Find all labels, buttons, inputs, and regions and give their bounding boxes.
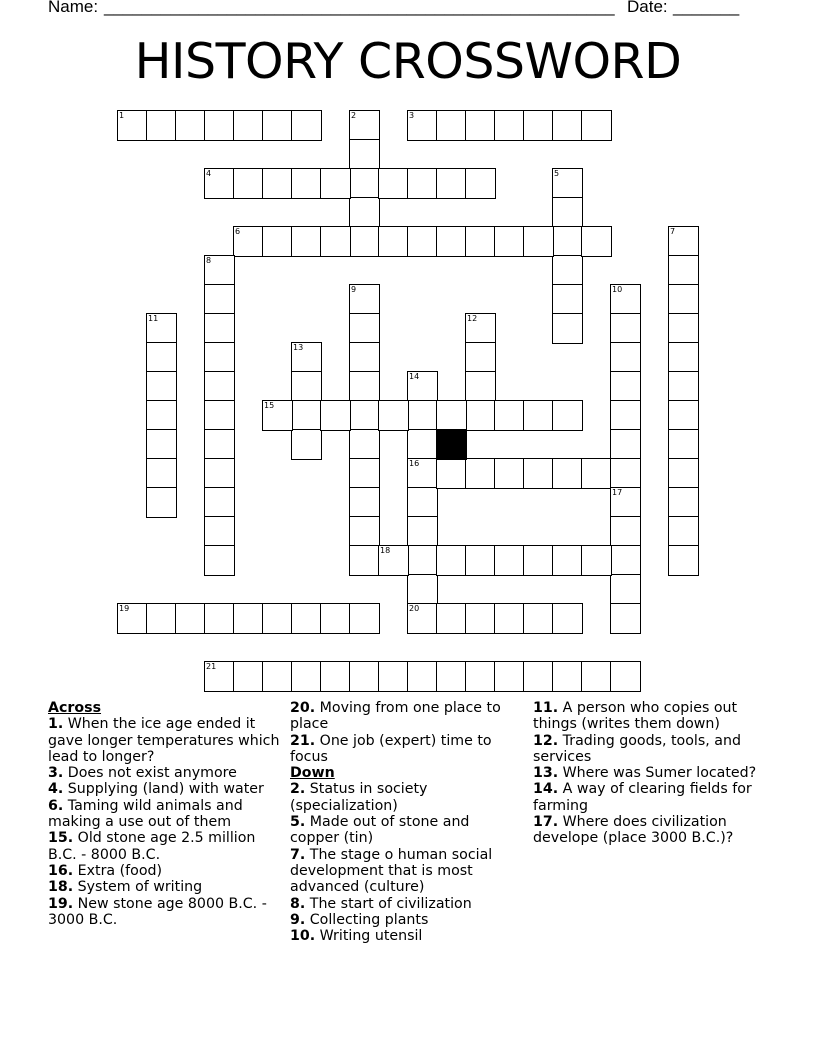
grid-cell[interactable] bbox=[204, 255, 235, 286]
grid-cell[interactable] bbox=[581, 110, 612, 141]
grid-cell[interactable] bbox=[146, 110, 177, 141]
clue-item-number: 21. bbox=[290, 732, 316, 749]
clue-item-number: 10. bbox=[290, 928, 316, 945]
clue-item bbox=[290, 928, 522, 944]
clue-item-text: One job (expert) time to focus bbox=[290, 732, 492, 765]
clue-item-number: 16. bbox=[48, 862, 74, 879]
clue-item bbox=[48, 879, 280, 895]
grid-cell[interactable] bbox=[668, 516, 699, 547]
grid-cell[interactable] bbox=[494, 110, 525, 141]
grid-cell[interactable] bbox=[291, 226, 322, 257]
grid-cell[interactable] bbox=[349, 342, 380, 373]
grid-cell[interactable] bbox=[581, 545, 612, 576]
grid-cell[interactable] bbox=[610, 545, 641, 576]
date-line[interactable]: _______ bbox=[673, 0, 740, 16]
grid-cell[interactable] bbox=[668, 255, 699, 286]
clue-item-text: The stage o human social development that is most advanced (culture) bbox=[290, 846, 493, 896]
clue-column-2 bbox=[290, 700, 522, 944]
grid-cell[interactable] bbox=[523, 661, 554, 692]
grid-cell[interactable] bbox=[349, 603, 380, 634]
clue-item-text: A person who copies out things (writes them down) bbox=[533, 700, 738, 733]
grid-cell[interactable] bbox=[320, 603, 351, 634]
clue-number: 16 bbox=[409, 459, 420, 468]
grid-cell[interactable] bbox=[146, 313, 177, 344]
grid-cell[interactable] bbox=[668, 429, 699, 460]
grid-cell[interactable] bbox=[465, 545, 496, 576]
grid-cell[interactable] bbox=[407, 110, 438, 141]
clue-number: 7 bbox=[670, 227, 676, 236]
grid-cell[interactable] bbox=[552, 168, 583, 199]
grid-cell[interactable] bbox=[291, 168, 322, 199]
grid-cell[interactable] bbox=[494, 603, 525, 634]
clue-number: 18 bbox=[380, 546, 391, 555]
grid-cell[interactable] bbox=[610, 487, 641, 518]
grid-cell[interactable] bbox=[465, 226, 496, 257]
grid-cell[interactable] bbox=[465, 313, 496, 344]
clue-item bbox=[48, 781, 280, 797]
grid-cell[interactable] bbox=[465, 661, 496, 692]
grid-cell[interactable] bbox=[610, 342, 641, 373]
grid-cell[interactable] bbox=[349, 545, 380, 576]
grid-cell[interactable] bbox=[378, 661, 409, 692]
grid-cell[interactable] bbox=[407, 661, 438, 692]
grid-cell[interactable] bbox=[349, 110, 380, 141]
page-title: HISTORY CROSSWORD bbox=[134, 33, 682, 90]
grid-cell[interactable] bbox=[146, 371, 177, 402]
grid-cell[interactable] bbox=[610, 661, 641, 692]
clue-number: 6 bbox=[235, 227, 241, 236]
clue-item-number: 17. bbox=[533, 814, 559, 831]
grid-cell[interactable] bbox=[523, 400, 554, 431]
clue-item-number: 3. bbox=[48, 765, 64, 782]
grid-cell[interactable] bbox=[523, 226, 554, 257]
clue-item-number: 15. bbox=[48, 830, 74, 847]
grid-cell[interactable] bbox=[349, 139, 380, 170]
grid-cell[interactable] bbox=[581, 661, 612, 692]
grid-cell[interactable] bbox=[668, 342, 699, 373]
clue-item-text: When the ice age ended it gave longer temperatures which lead to longer? bbox=[48, 716, 280, 765]
grid-cell[interactable] bbox=[291, 371, 322, 402]
clue-item-text: Writing utensil bbox=[315, 928, 423, 945]
clue-item-number: 7. bbox=[290, 846, 306, 863]
grid-cell[interactable] bbox=[146, 400, 177, 431]
grid-cell[interactable] bbox=[233, 110, 264, 141]
grid-cell[interactable] bbox=[436, 226, 467, 257]
grid-cell[interactable] bbox=[436, 661, 467, 692]
grid-cell[interactable] bbox=[668, 400, 699, 431]
grid-cell[interactable] bbox=[349, 371, 380, 402]
clue-item-number: 19. bbox=[48, 895, 74, 912]
clue-item bbox=[290, 781, 522, 814]
clue-item bbox=[290, 700, 522, 733]
clue-item-number: 14. bbox=[533, 781, 559, 798]
grid-cell[interactable] bbox=[291, 342, 322, 373]
grid-cell[interactable] bbox=[552, 226, 583, 257]
clue-item-number: 5. bbox=[290, 814, 306, 831]
grid-cell[interactable] bbox=[204, 661, 235, 692]
grid-cell[interactable] bbox=[581, 458, 612, 489]
down-heading: Down bbox=[290, 765, 335, 782]
clue-item bbox=[533, 781, 773, 814]
clue-item bbox=[290, 733, 522, 766]
grid-cell[interactable] bbox=[668, 545, 699, 576]
grid-cell[interactable] bbox=[204, 516, 235, 547]
grid-cell[interactable] bbox=[552, 458, 583, 489]
clue-number: 11 bbox=[148, 314, 159, 323]
clue-item-number: 18. bbox=[48, 879, 74, 896]
clue-item-text: Where was Sumer located? bbox=[558, 765, 757, 782]
grid-cell[interactable] bbox=[668, 487, 699, 518]
grid-cell[interactable] bbox=[204, 168, 235, 199]
clue-number: 9 bbox=[351, 285, 357, 294]
grid-cell[interactable] bbox=[552, 284, 583, 315]
grid-cell[interactable] bbox=[494, 661, 525, 692]
grid-cell[interactable] bbox=[117, 603, 148, 634]
grid-cell[interactable] bbox=[349, 168, 380, 199]
grid-cell[interactable] bbox=[233, 168, 264, 199]
grid-cell[interactable] bbox=[378, 168, 409, 199]
grid-cell[interactable] bbox=[146, 342, 177, 373]
clue-item bbox=[533, 765, 773, 781]
grid-cell[interactable] bbox=[291, 400, 322, 431]
grid-cell[interactable] bbox=[262, 110, 293, 141]
clue-number: 17 bbox=[612, 488, 623, 497]
grid-cell[interactable] bbox=[349, 313, 380, 344]
grid-cell[interactable] bbox=[407, 429, 438, 460]
clue-item-text: Moving from one place to place bbox=[290, 700, 501, 733]
clue-number: 13 bbox=[293, 343, 304, 352]
grid-cell[interactable] bbox=[465, 371, 496, 402]
clue-number: 21 bbox=[206, 662, 217, 671]
grid-cell[interactable] bbox=[291, 429, 322, 460]
grid-cell[interactable] bbox=[320, 400, 351, 431]
clue-number: 2 bbox=[351, 111, 357, 120]
clue-number: 14 bbox=[409, 372, 420, 381]
grid-cell[interactable] bbox=[436, 168, 467, 199]
grid-cell[interactable] bbox=[494, 458, 525, 489]
grid-cell[interactable] bbox=[436, 603, 467, 634]
clue-number: 5 bbox=[554, 169, 560, 178]
clue-item bbox=[48, 863, 280, 879]
grid-cell[interactable] bbox=[349, 284, 380, 315]
clue-item-number: 11. bbox=[533, 700, 559, 716]
grid-cell[interactable] bbox=[610, 400, 641, 431]
grid-cell[interactable] bbox=[465, 342, 496, 373]
clue-number: 1 bbox=[119, 111, 125, 120]
clue-column-1 bbox=[48, 700, 280, 928]
clue-item-text: Status in society (specialization) bbox=[290, 781, 428, 814]
grid-cell[interactable] bbox=[349, 516, 380, 547]
grid-cell[interactable] bbox=[552, 400, 583, 431]
grid-cell[interactable] bbox=[552, 313, 583, 344]
grid-cell[interactable] bbox=[668, 313, 699, 344]
grid-cell[interactable] bbox=[175, 603, 206, 634]
grid-cell[interactable] bbox=[378, 226, 409, 257]
name-line[interactable]: ______________________________________________________ bbox=[104, 0, 615, 16]
grid-cell[interactable] bbox=[204, 603, 235, 634]
clue-item bbox=[533, 814, 773, 847]
grid-cell[interactable] bbox=[610, 516, 641, 547]
clue-item-text: New stone age 8000 B.C. - 3000 B.C. bbox=[48, 895, 267, 928]
clue-item-number: 6. bbox=[48, 797, 64, 814]
clue-item-text: Trading goods, tools, and services bbox=[533, 732, 741, 765]
grid-cell[interactable] bbox=[552, 110, 583, 141]
grid-cell[interactable] bbox=[407, 168, 438, 199]
grid-cell[interactable] bbox=[262, 603, 293, 634]
grid-cell[interactable] bbox=[552, 545, 583, 576]
grid-cell[interactable] bbox=[436, 458, 467, 489]
clue-number: 10 bbox=[612, 285, 623, 294]
grid-cell[interactable] bbox=[233, 226, 264, 257]
clue-item bbox=[48, 798, 280, 831]
name-label: Name: bbox=[48, 0, 99, 16]
clue-item bbox=[290, 814, 522, 847]
grid-cell[interactable] bbox=[204, 400, 235, 431]
grid-cell[interactable] bbox=[407, 226, 438, 257]
grid-cell[interactable] bbox=[610, 313, 641, 344]
clue-item-text: Supplying (land) with water bbox=[63, 781, 264, 798]
clue-item bbox=[290, 896, 522, 912]
grid-cell[interactable] bbox=[233, 603, 264, 634]
grid-cell[interactable] bbox=[436, 400, 467, 431]
grid-cell[interactable] bbox=[407, 487, 438, 518]
grid-cell[interactable] bbox=[523, 458, 554, 489]
grid-cell[interactable] bbox=[668, 458, 699, 489]
grid-block bbox=[436, 429, 467, 460]
grid-cell[interactable] bbox=[436, 110, 467, 141]
grid-cell[interactable] bbox=[407, 371, 438, 402]
grid-cell[interactable] bbox=[349, 487, 380, 518]
grid-cell[interactable] bbox=[610, 371, 641, 402]
grid-cell[interactable] bbox=[204, 284, 235, 315]
grid-cell[interactable] bbox=[465, 110, 496, 141]
grid-cell[interactable] bbox=[320, 661, 351, 692]
grid-cell[interactable] bbox=[233, 661, 264, 692]
grid-cell[interactable] bbox=[523, 545, 554, 576]
grid-cell[interactable] bbox=[146, 487, 177, 518]
grid-cell[interactable] bbox=[204, 545, 235, 576]
grid-cell[interactable] bbox=[407, 574, 438, 605]
grid-cell[interactable] bbox=[610, 284, 641, 315]
grid-cell[interactable] bbox=[204, 371, 235, 402]
grid-cell[interactable] bbox=[204, 342, 235, 373]
grid-cell[interactable] bbox=[407, 458, 438, 489]
clue-item-text: Collecting plants bbox=[305, 911, 429, 928]
grid-cell[interactable] bbox=[291, 661, 322, 692]
clue-number: 15 bbox=[264, 401, 275, 410]
grid-cell[interactable] bbox=[552, 197, 583, 228]
grid-cell[interactable] bbox=[552, 255, 583, 286]
grid-cell[interactable] bbox=[349, 458, 380, 489]
grid-cell[interactable] bbox=[349, 429, 380, 460]
grid-cell[interactable] bbox=[204, 110, 235, 141]
clue-number: 20 bbox=[409, 604, 420, 613]
grid-cell[interactable] bbox=[146, 603, 177, 634]
clue-number: 8 bbox=[206, 256, 212, 265]
clue-item-text: The start of civilization bbox=[305, 895, 472, 912]
grid-cell[interactable] bbox=[407, 545, 438, 576]
grid-cell[interactable] bbox=[436, 545, 467, 576]
grid-cell[interactable] bbox=[262, 400, 293, 431]
grid-cell[interactable] bbox=[668, 226, 699, 257]
clue-item-number: 12. bbox=[533, 732, 559, 749]
clue-item-number: 2. bbox=[290, 781, 306, 798]
grid-cell[interactable] bbox=[262, 226, 293, 257]
grid-cell[interactable] bbox=[204, 487, 235, 518]
clue-item bbox=[48, 896, 280, 929]
grid-cell[interactable] bbox=[378, 545, 409, 576]
date-label: Date: bbox=[627, 0, 668, 16]
grid-cell[interactable] bbox=[175, 110, 206, 141]
grid-cell[interactable] bbox=[349, 400, 380, 431]
grid-cell[interactable] bbox=[262, 168, 293, 199]
grid-cell[interactable] bbox=[523, 110, 554, 141]
grid-cell[interactable] bbox=[146, 458, 177, 489]
grid-cell[interactable] bbox=[494, 545, 525, 576]
grid-cell[interactable] bbox=[320, 168, 351, 199]
grid-cell[interactable] bbox=[581, 226, 612, 257]
grid-cell[interactable] bbox=[465, 458, 496, 489]
across-heading: Across bbox=[48, 700, 102, 716]
clue-item-text: Does not exist anymore bbox=[63, 765, 237, 782]
clue-number: 3 bbox=[409, 111, 415, 120]
clue-item-number: 9. bbox=[290, 911, 306, 928]
clue-item-text: A way of clearing fields for farming bbox=[533, 781, 752, 814]
clue-item-number: 4. bbox=[48, 781, 64, 798]
grid-cell[interactable] bbox=[465, 400, 496, 431]
grid-cell[interactable] bbox=[349, 226, 380, 257]
grid-cell[interactable] bbox=[407, 603, 438, 634]
clue-item-number: 1. bbox=[48, 716, 64, 733]
grid-cell[interactable] bbox=[262, 661, 293, 692]
grid-cell[interactable] bbox=[407, 516, 438, 547]
grid-cell[interactable] bbox=[552, 603, 583, 634]
clue-item-number: 13. bbox=[533, 765, 559, 782]
grid-cell[interactable] bbox=[610, 429, 641, 460]
clue-number: 19 bbox=[119, 604, 130, 613]
grid-cell[interactable] bbox=[465, 603, 496, 634]
clue-item bbox=[533, 733, 773, 766]
clue-item bbox=[48, 830, 280, 863]
grid-cell[interactable] bbox=[378, 400, 409, 431]
clue-number: 12 bbox=[467, 314, 478, 323]
grid-cell[interactable] bbox=[552, 661, 583, 692]
grid-cell[interactable] bbox=[465, 168, 496, 199]
grid-cell[interactable] bbox=[146, 429, 177, 460]
grid-cell[interactable] bbox=[291, 603, 322, 634]
grid-cell[interactable] bbox=[610, 603, 641, 634]
clue-number: 4 bbox=[206, 169, 212, 178]
grid-cell[interactable] bbox=[117, 110, 148, 141]
grid-cell[interactable] bbox=[291, 110, 322, 141]
grid-cell[interactable] bbox=[204, 458, 235, 489]
clue-item-text: Taming wild animals and making a use out of them bbox=[48, 797, 243, 831]
clue-column-3 bbox=[533, 700, 773, 847]
grid-cell[interactable] bbox=[407, 400, 438, 431]
clue-item bbox=[290, 912, 522, 928]
grid-cell[interactable] bbox=[610, 458, 641, 489]
grid-cell[interactable] bbox=[349, 197, 380, 228]
clue-item bbox=[48, 716, 280, 765]
clue-item bbox=[290, 847, 522, 896]
grid-cell[interactable] bbox=[523, 603, 554, 634]
clue-item-number: 20. bbox=[290, 700, 316, 716]
clue-item-text: System of writing bbox=[73, 879, 203, 896]
grid-cell[interactable] bbox=[668, 371, 699, 402]
clue-item bbox=[48, 765, 280, 781]
grid-cell[interactable] bbox=[320, 226, 351, 257]
grid-cell[interactable] bbox=[204, 313, 235, 344]
clue-item-number: 8. bbox=[290, 895, 306, 912]
clue-item-text: Extra (food) bbox=[73, 862, 163, 879]
clue-item-text: Old stone age 2.5 million B.C. - 8000 B.C. bbox=[48, 830, 256, 863]
grid-cell[interactable] bbox=[494, 400, 525, 431]
grid-cell[interactable] bbox=[204, 429, 235, 460]
clue-item bbox=[533, 700, 773, 733]
grid-cell[interactable] bbox=[349, 661, 380, 692]
grid-cell[interactable] bbox=[668, 284, 699, 315]
clue-item-text: Where does civilization develope (place 3000 B.C.)? bbox=[533, 814, 734, 847]
clue-item-text: Made out of stone and copper (tin) bbox=[290, 814, 470, 847]
grid-cell[interactable] bbox=[494, 226, 525, 257]
grid-cell[interactable] bbox=[610, 574, 641, 605]
